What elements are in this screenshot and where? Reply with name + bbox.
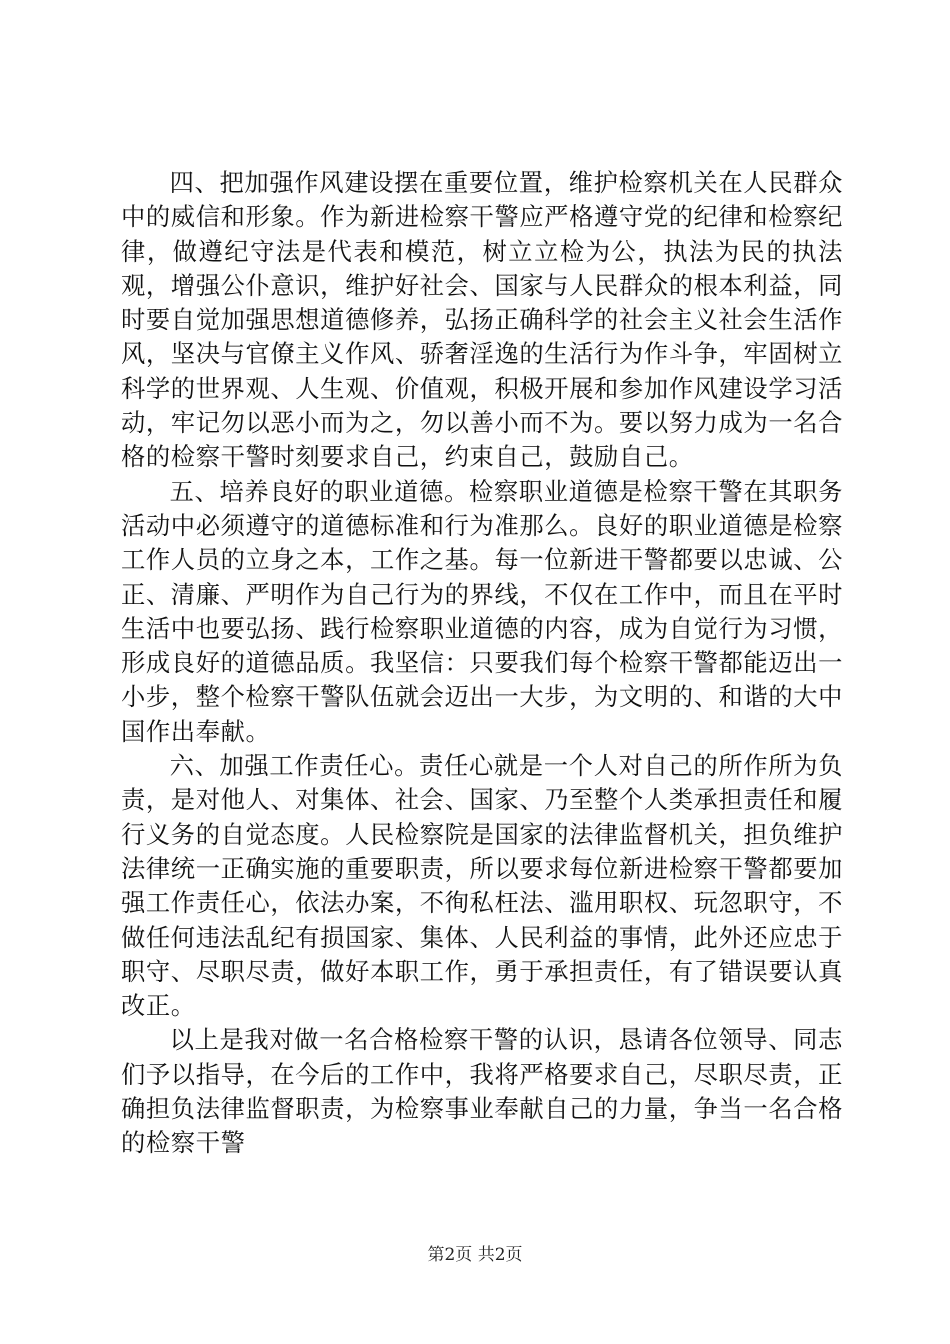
page-footer: 第2页 共2页 — [427, 1245, 523, 1265]
paragraph-five: 五、培养良好的职业道德。检察职业道德是检察干警在其职务活动中必须遵守的道德标准和行为准那么。良好的职业道德是检察工作人员的立身之本，工作之基。每一位新进干警都要以忠诚、公正、清廉、严明作为自己行为的界线，不仅在工作中，而且在平时生活中也要弘扬、践行检察职业道德的内容，成为自觉行为习惯，形成良好的道德品质。我坚信：只要我们每个检察干警都能迈出一小步，整个检察干警队伍就会迈出一大步，为文明的、和谐的大中国作出奉献。 — [121, 476, 844, 746]
document-body — [121, 166, 843, 1161]
paragraph-conclusion: 以上是我对做一名合格检察干警的认识，恳请各位领导、同志们予以指导，在今后的工作中，我将严格要求自己，尽职尽责，正确担负法律监督职责，为检察事业奉献自己的力量，争当一名合格的检察干警 — [121, 1025, 844, 1158]
paragraph-six: 六、加强工作责任心。责任心就是一个人对自己的所作所为负责，是对他人、对集体、社会、国家、乃至整个人类承担责任和履行义务的自觉态度。人民检察院是国家的法律监督机关，担负维护法律统一正确实施的重要职责，所以要求每位新进检察干警都要加强工作责任心，依法办案，不徇私枉法、滥用职权、玩忽职守，不做任何违法乱纪有损国家、集体、人民利益的事情，此外还应忠于职守、尽职尽责，做好本职工作，勇于承担责任，有了错误要认真改正。 — [121, 751, 844, 1021]
paragraph-four: 四、把加强作风建设摆在重要位置，维护检察机关在人民群众中的威信和形象。作为新进检察干警应严格遵守党的纪律和检察纪律，做遵纪守法是代表和模范，树立立检为公，执法为民的执法观，增强公仆意识，维护好社会、国家与人民群众的根本利益，同时要自觉加强思想道德修养，弘扬正确科学的社会主义社会生活作风，坚决与官僚主义作风、骄奢淫逸的生活行为作斗争，牢固树立科学的世界观、人生观、价值观，积极开展和参加作风建设学习活动，牢记勿以恶小而为之，勿以善小而不为。要以努力成为一名合格的检察干警时刻要求自己，约束自己，鼓励自己。 — [121, 168, 844, 472]
